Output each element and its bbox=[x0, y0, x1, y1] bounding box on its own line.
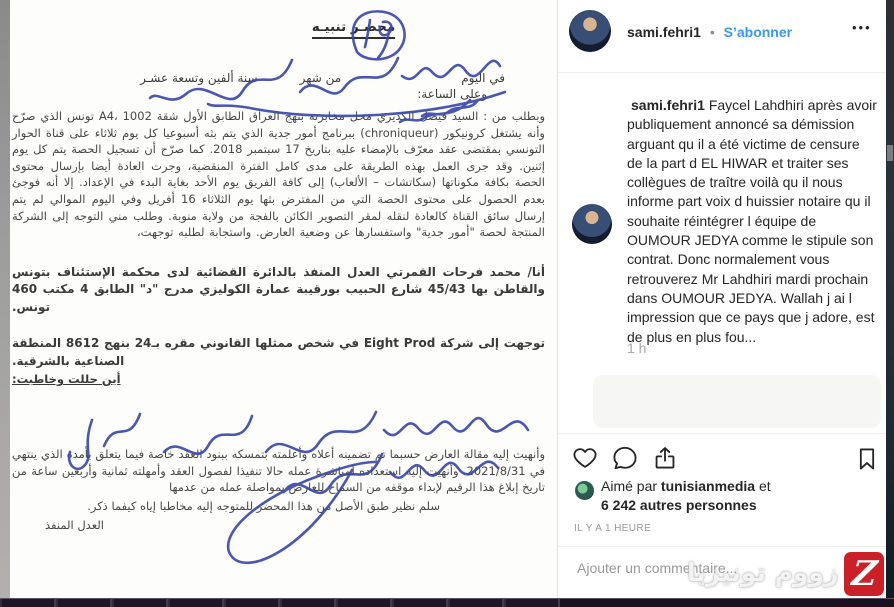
document-line-where: أين حللت وخاطبت: bbox=[12, 372, 121, 387]
bookmark-icon bbox=[854, 446, 880, 472]
caption-text: Faycel Lahdhiri après avoir publiquement annoncé sa démission arguant qu il a été victime de censure de la part d EL HIWAR et traiter ses collègues de traître voilà qu il nous informe part voix d huissier notaire qu il souhaite réintégrer l équipe de OUMOUR JEDYA comme le stipule son contrat. Donc normalement vous retrouverez Mr Lahdhiri mardi prochain dans OUMOUR JEDYA. Wallah j ai l impression que ce pays que j adore, est de plus en plus fou... bbox=[627, 97, 877, 345]
watermark-logo bbox=[844, 552, 884, 596]
document-text bbox=[12, 0, 545, 598]
watermark-text: زووم تونيزيا bbox=[687, 558, 839, 587]
comment-icon bbox=[612, 445, 638, 471]
separator-dot: • bbox=[709, 24, 715, 40]
caption-timestamp: 1 h bbox=[627, 340, 647, 356]
document-time-line: وعلى الساعة: bbox=[417, 87, 487, 101]
post-caption bbox=[627, 96, 879, 347]
scan-page-edge bbox=[0, 0, 10, 598]
document-paragraph-bailiff: أنا/ محمد فرحات القمرتي العدل المنفذ بالدائرة القضائية لدى محكمة الإستئناف بتونس والقاطن بها 45/43 شارع الحبيب بورقيبة عمارة الكوليزي مدرج "د" الطابق 4 مكتب 460 تونس. bbox=[12, 264, 545, 314]
likes-count-link[interactable]: 6 242 autres personnes bbox=[601, 496, 757, 513]
document-signature-label: العدل المنفذ bbox=[45, 518, 104, 533]
follow-button[interactable]: S’abonner bbox=[723, 24, 793, 40]
redacted-comment-area bbox=[593, 375, 881, 428]
divider bbox=[558, 433, 887, 434]
scrollbar-thumb[interactable] bbox=[887, 145, 893, 161]
document-paragraph-notice: وأنهيت إليه مقالة العارض حسبما تم تضمينه أعلاه وأعلمته بتمسكه ببنود العقد خاصة فيما يتعلق بأمده الذي ينتهي في 2021/8/31. وأنهيت إليه استعداده لمباشرة عمله حالا تنفيذا لفصول العقد وأمهلته ثمانية وأربعين ساعة من تاريخ إبلاغ هذا الرقيم لإبداء موقفه من السماح للعارض بمواصلة عمله من عدمها bbox=[12, 447, 545, 495]
username-link[interactable]: sami.fehri1 bbox=[627, 24, 701, 40]
document-line-copy: سلم نظير طبق الأصل من هذا المحضر للمتوجه إليه مخاطبا إياه كيفما ذكر. bbox=[87, 499, 440, 514]
document-paragraph-request: وبطلب من : السيد فيصل الكذيري محل مخابرته بنهج العراق الطابق الأول شقة A4، 1002 تونس الذي صرّح وأنه يشتغل كرونيكور (chroniqueur) ببرنامج أمور جدية الذي يتم بثه أسبوعيا كل يوم ثلاثاء على قناة الحوار التونسي بمقتضى عقد معرّف بالإمضاء عليه بتاريخ 17 سبتمبر 2018. كما صرّح أن تسجيل الحصة يتم كل يوم إثنين. وقد جرى العمل بهذه الطريقة على مدى كامل الفترة المنقضية، وجرت العادة أيضا بإرسال محتوى الحصة بكافة مكوناتها (سكاتشات – الألعاب) إلى كافة الفريق يوم الأحد بغاية البدء في الإعداد. إلا أنه فوجئ بعدم الحصول على محتوى الحصة التي من المفترض بثها يوم الثلاثاء 16 أفريل وفي اليوم الموالي لم يتم إرسال سائق القناة كالعادة لنقله لمقر التصوير الكائن بالفجة من ولاية منوبة. وطلب مني التوجه إلى الشركة المنتجة لحصة "أمور جدية" واستفسارها عن وضعية العارض. واستجابة لطلبه توجهت، bbox=[12, 109, 545, 240]
heart-icon bbox=[572, 445, 598, 471]
avatar[interactable] bbox=[569, 10, 611, 52]
document-paragraph-company: توجهت إلى شركة Eight Prod في شخص ممثلها القانوني مقره بـ24 بنهج 8612 المنطقة الصناعية بالشرقية. bbox=[12, 336, 546, 368]
document-title: محضـر تنبيـه bbox=[312, 19, 396, 39]
post-header bbox=[558, 0, 887, 73]
logo-z-icon: Z bbox=[849, 554, 879, 594]
posted-ago-label: IL Y A 1 HEURE bbox=[574, 523, 652, 534]
document-date-line: في اليوم من شهر سنة ألفين وتسعة عشـر bbox=[140, 71, 505, 85]
liker-username-link[interactable]: tunisianmedia bbox=[660, 478, 756, 494]
like-button[interactable] bbox=[572, 445, 598, 471]
liker-avatar[interactable] bbox=[575, 481, 594, 500]
comment-button[interactable] bbox=[612, 445, 638, 471]
likes-summary: Aimé par tunisianmedia et 6 242 autres personnes bbox=[601, 478, 771, 513]
share-button[interactable] bbox=[652, 445, 678, 471]
more-options-icon[interactable]: ••• bbox=[852, 20, 872, 35]
add-comment-bar bbox=[558, 547, 887, 598]
save-button[interactable] bbox=[854, 446, 880, 472]
caption-username-link[interactable]: sami.fehri1 bbox=[631, 97, 705, 113]
comment-input[interactable] bbox=[575, 559, 829, 577]
avatar[interactable] bbox=[572, 204, 612, 244]
window-right-edge bbox=[886, 0, 894, 598]
post-detail-panel bbox=[557, 0, 887, 598]
share-icon bbox=[652, 445, 678, 471]
